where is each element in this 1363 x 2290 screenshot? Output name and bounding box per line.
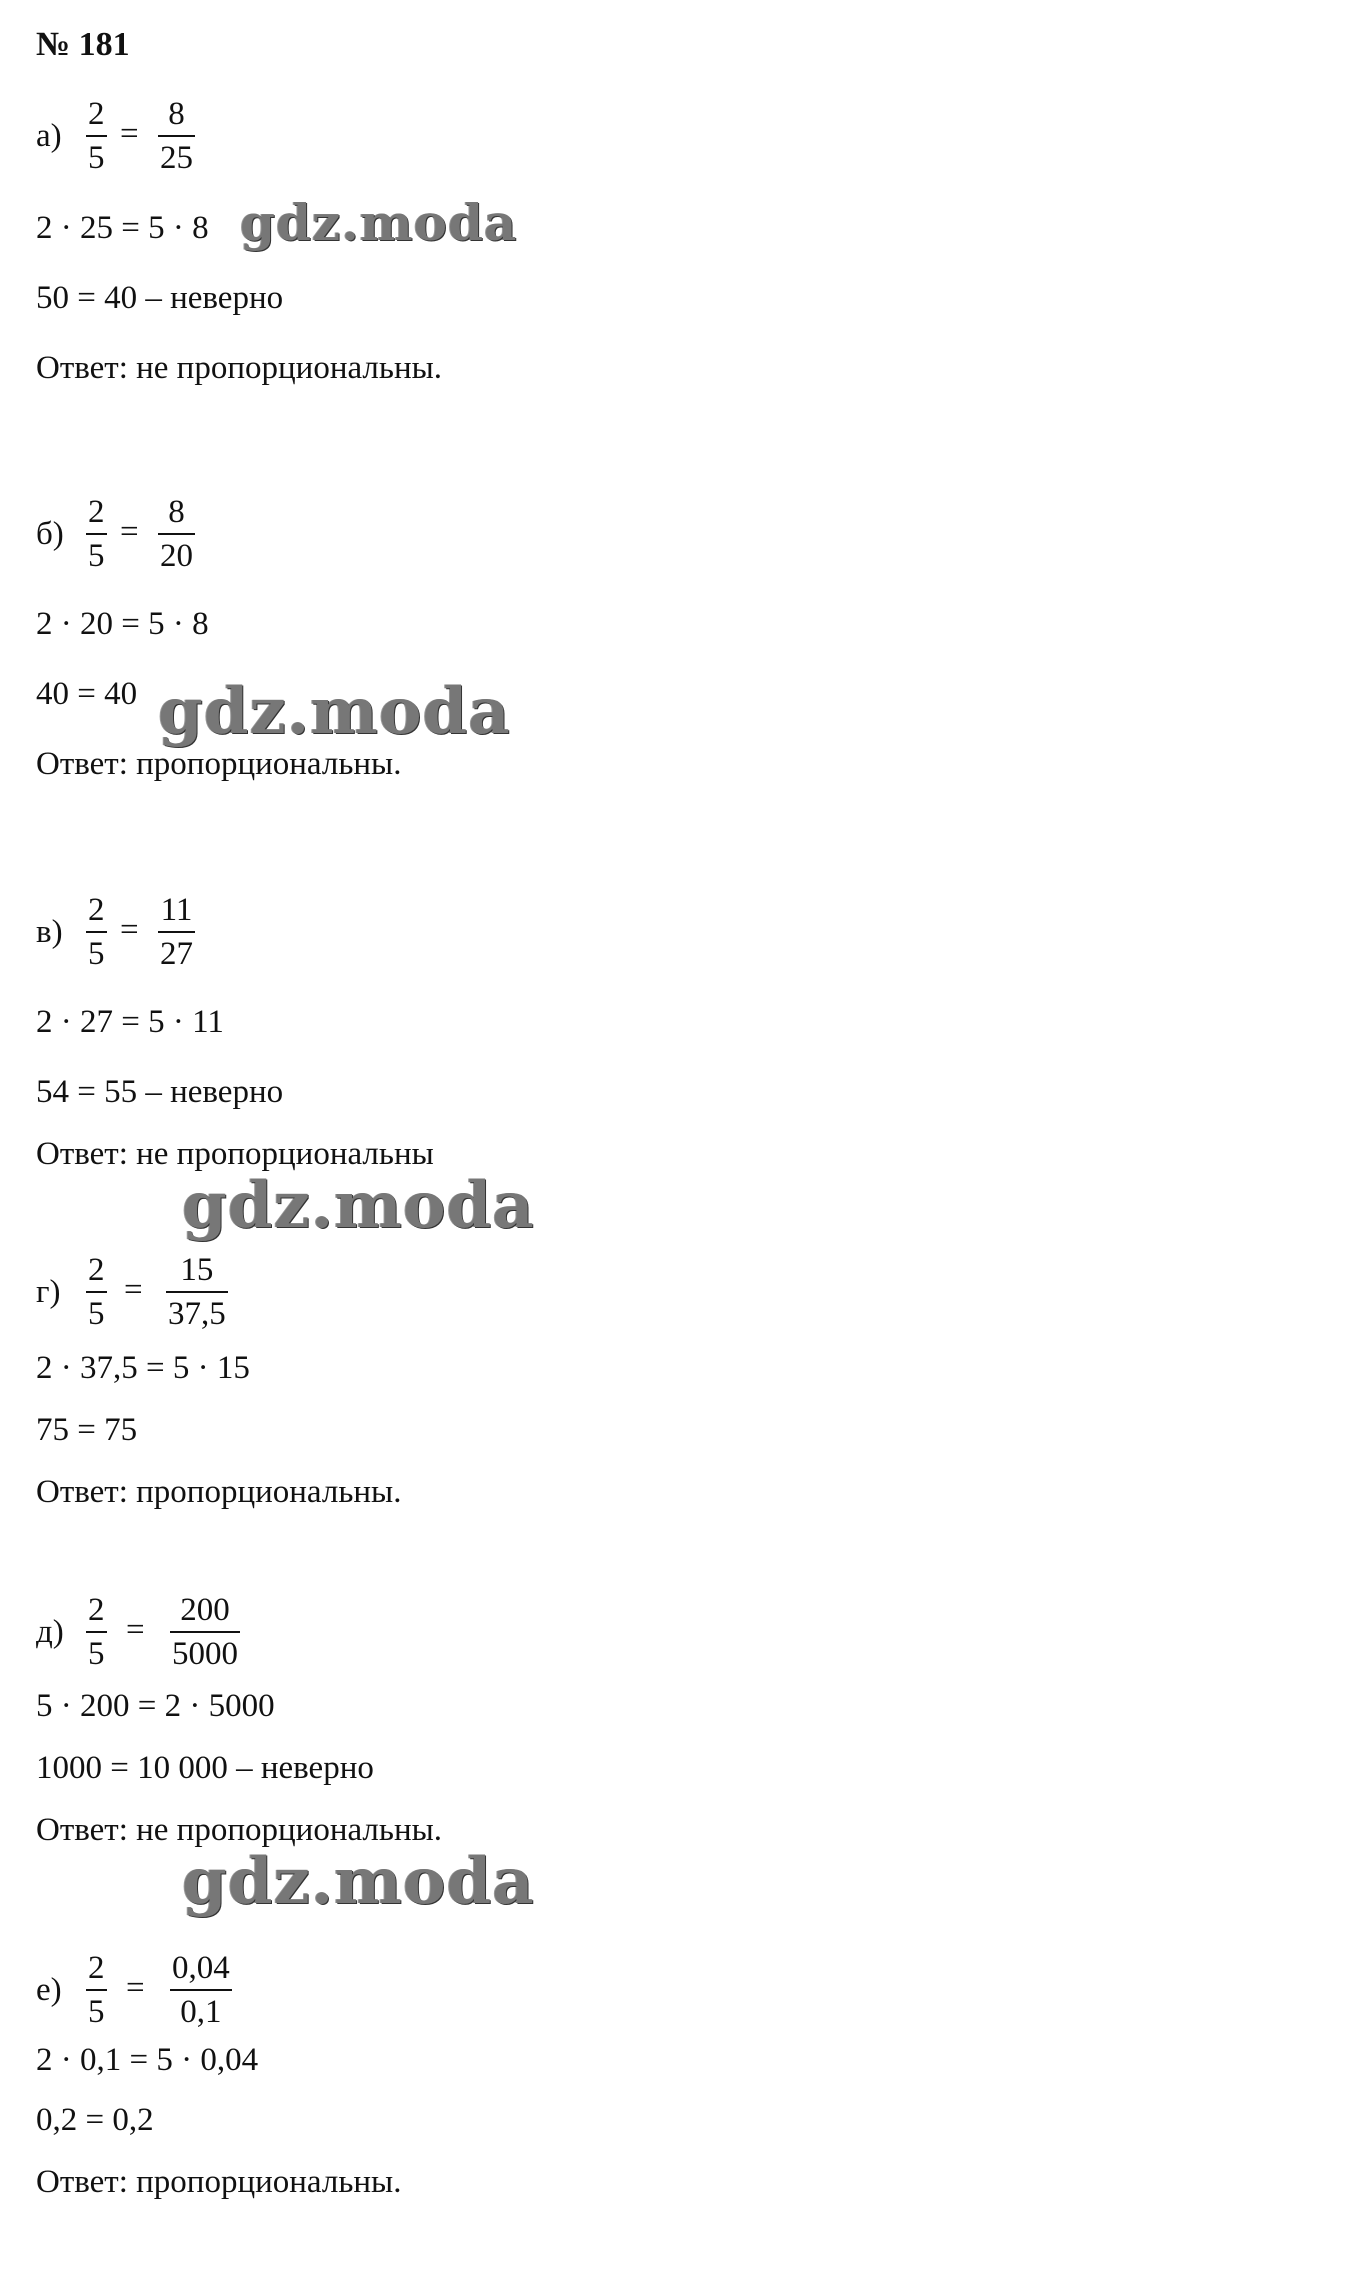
fraction-right — [158, 98, 195, 175]
equation-line: 2 · 37,5 = 5 · 15 — [36, 1350, 250, 1386]
part-label: а) — [36, 118, 62, 154]
answer-line: Ответ: не пропорциональны. — [36, 1812, 443, 1848]
part-label: в) — [36, 914, 63, 950]
denominator: 5 — [88, 1636, 105, 1672]
fraction-right — [158, 496, 195, 573]
numerator: 11 — [160, 892, 193, 928]
denominator: 5000 — [172, 1636, 238, 1672]
fraction-bar — [158, 533, 195, 535]
result-line: 1000 = 10 000 – неверно — [36, 1750, 374, 1786]
numerator: 2 — [88, 494, 105, 530]
fraction-left — [86, 496, 107, 573]
part-label: д) — [36, 1614, 64, 1650]
fraction-right — [166, 1254, 228, 1331]
denominator: 5 — [88, 936, 105, 972]
equation-line: 2 · 25 = 5 · 8 — [36, 210, 209, 246]
fraction-bar — [86, 931, 107, 933]
numerator: 2 — [88, 96, 105, 132]
fraction-left — [86, 1594, 107, 1671]
numerator: 2 — [88, 1950, 105, 1986]
equation-line: 2 · 20 = 5 · 8 — [36, 606, 209, 642]
watermark: gdz.moda — [240, 193, 518, 252]
part-label: г) — [36, 1274, 61, 1310]
numerator: 2 — [88, 892, 105, 928]
fraction-bar — [86, 1291, 107, 1293]
fraction-bar — [86, 533, 107, 535]
fraction-right — [158, 894, 195, 971]
equals-sign: = — [124, 1272, 143, 1308]
answer-line: Ответ: пропорциональны. — [36, 2164, 402, 2200]
answer-line: Ответ: пропорциональны. — [36, 746, 402, 782]
denominator: 37,5 — [168, 1296, 226, 1332]
denominator: 27 — [160, 936, 193, 972]
fraction-bar — [86, 135, 107, 137]
denominator: 0,1 — [180, 1994, 222, 2030]
watermark: gdz.moda — [158, 674, 511, 749]
watermark: gdz.moda — [182, 1844, 535, 1919]
equation-line: 5 · 200 = 2 · 5000 — [36, 1688, 275, 1724]
part-label: е) — [36, 1972, 62, 2008]
equation-line: 2 · 0,1 = 5 · 0,04 — [36, 2042, 259, 2078]
equals-sign: = — [120, 514, 139, 550]
answer-line: Ответ: пропорциональны. — [36, 1474, 402, 1510]
fraction-bar — [158, 931, 195, 933]
fraction-left — [86, 1254, 107, 1331]
numerator: 8 — [168, 96, 185, 132]
equals-sign: = — [120, 912, 139, 948]
page-title: № 181 — [36, 26, 130, 63]
denominator: 5 — [88, 1296, 105, 1332]
numerator: 2 — [88, 1592, 105, 1628]
equals-sign: = — [120, 116, 139, 152]
result-line: 0,2 = 0,2 — [36, 2102, 154, 2138]
equation-line: 2 · 27 = 5 · 11 — [36, 1004, 224, 1040]
equals-sign: = — [126, 1612, 145, 1648]
answer-line: Ответ: не пропорциональны — [36, 1136, 434, 1172]
numerator: 0,04 — [172, 1950, 230, 1986]
fraction-bar — [86, 1989, 107, 1991]
numerator: 8 — [168, 494, 185, 530]
numerator: 200 — [180, 1592, 230, 1628]
answer-line: Ответ: не пропорциональны. — [36, 350, 443, 386]
fraction-bar — [166, 1291, 228, 1293]
fraction-bar — [158, 135, 195, 137]
fraction-left — [86, 894, 107, 971]
result-line: 75 = 75 — [36, 1412, 138, 1448]
part-label: б) — [36, 516, 64, 552]
result-line: 54 = 55 – неверно — [36, 1074, 284, 1110]
result-line: 50 = 40 – неверно — [36, 280, 284, 316]
equals-sign: = — [126, 1970, 145, 2006]
fraction-bar — [170, 1631, 240, 1633]
watermark: gdz.moda — [182, 1168, 535, 1243]
result-line: 40 = 40 — [36, 676, 138, 712]
denominator: 5 — [88, 538, 105, 574]
denominator: 5 — [88, 140, 105, 176]
fraction-right — [170, 1594, 240, 1671]
numerator: 2 — [88, 1252, 105, 1288]
fraction-left — [86, 1952, 107, 2029]
fraction-bar — [170, 1989, 232, 1991]
fraction-right — [170, 1952, 232, 2029]
numerator: 15 — [180, 1252, 214, 1288]
denominator: 20 — [160, 538, 193, 574]
denominator: 5 — [88, 1994, 105, 2030]
denominator: 25 — [160, 140, 193, 176]
fraction-bar — [86, 1631, 107, 1633]
fraction-left — [86, 98, 107, 175]
